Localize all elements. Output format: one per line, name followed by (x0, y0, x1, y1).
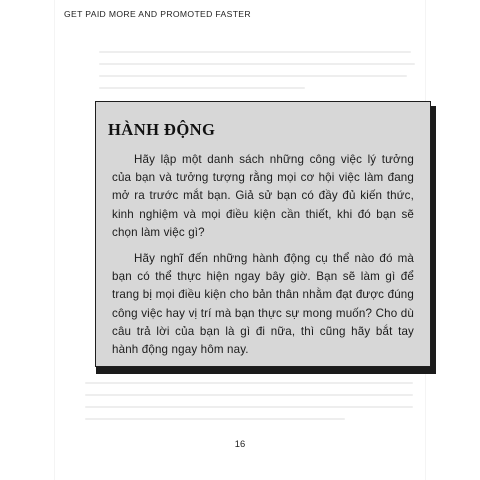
page-number: 16 (234, 438, 246, 449)
action-callout-box (95, 101, 431, 367)
bleed-through-line (99, 63, 415, 65)
book-page (55, 0, 425, 480)
callout-paragraph: Hãy lập một danh sách những công việc lý tưởng của bạn và tưởng tượng rằng mọi cơ hội việc làm đang mở ra trước mắt bạn. Giả sử bạn có đầy đủ kiến thức, kinh nghiệm và mọi điều kiện cần thiết, khi đó bạn sẽ chọn làm việc gì? (112, 153, 414, 239)
callout-paragraph: Hãy nghĩ đến những hành động cụ thể nào đó mà bạn có thể thực hiện ngay bây giờ. Bạn sẽ làm gì để trang bị mọi điều kiện cho bản thân nhằm đạt được đúng công việc hay vị trí mà bạn thực sự mong muốn? Cho dù câu trả lời của bạn là gì đi nữa, thì cũng hãy bắt tay hành động ngay hôm nay. (112, 252, 414, 357)
running-header: GET PAID MORE AND PROMOTED FASTER (64, 9, 251, 19)
bleed-through-line (85, 394, 413, 396)
bleed-through-line (99, 75, 407, 77)
bleed-through-line (99, 87, 305, 89)
callout-title: HÀNH ĐỘNG (108, 120, 216, 139)
bleed-through-line (85, 382, 413, 384)
bleed-through-line (99, 51, 411, 53)
bleed-through-line (85, 406, 413, 408)
bleed-through-line (85, 418, 345, 420)
